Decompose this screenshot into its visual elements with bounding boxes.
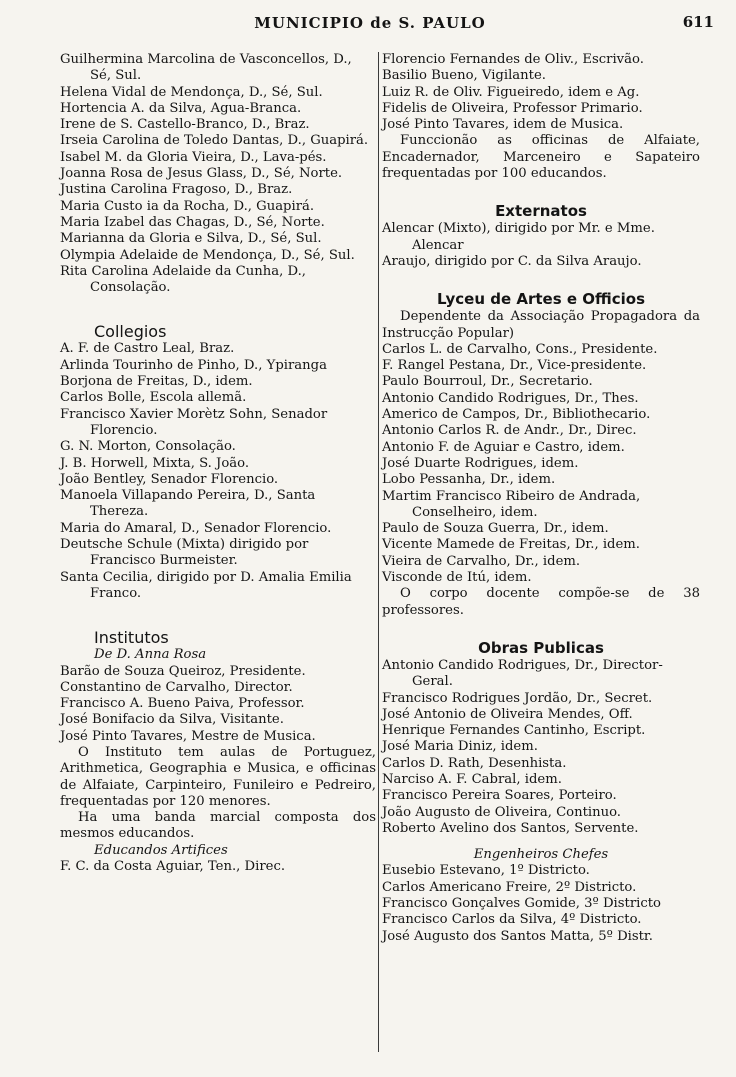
list-item: Carlos Bolle, Escola allemã.: [60, 390, 247, 406]
right-column: [382, 52, 700, 945]
list-item: José Augusto dos Santos Matta, 5º Distr.: [382, 928, 653, 944]
list-item: F. C. da Costa Aguiar, Ten., Direc.: [60, 859, 286, 875]
list-item: José Pinto Tavares, idem de Musica.: [382, 117, 624, 133]
list-item: Carlos L. de Carvalho, Cons., Presidente.: [382, 341, 658, 357]
list-item: Borjona de Freitas, D., idem.: [60, 374, 253, 390]
list-item: Santa Cecilia, dirigido por D. Amalia Emilia Franco.: [60, 569, 352, 601]
list-item: José Pinto Tavares, Mestre de Musica.: [60, 728, 316, 744]
left-column: [60, 52, 376, 875]
heading-institutos: Institutos: [94, 628, 169, 648]
list-item: Antonio Candido Rodrigues, Dr., Thes.: [382, 390, 639, 406]
list-item: João Bentley, Senador Florencio.: [60, 471, 279, 487]
heading-lyceu: Lyceu de Artes e Officios: [436, 290, 646, 309]
list-item: Francisco Gonçalves Gomide, 3º Districto: [382, 896, 661, 912]
entries-top-left: [60, 52, 376, 296]
list-item: Francisco Pereira Soares, Porteiro.: [382, 788, 617, 804]
list-item: Guilhermina Marcolina de Vasconcellos, D., Sé, Sul.: [60, 52, 352, 84]
list-item: Vieira de Carvalho, Dr., idem.: [382, 553, 581, 569]
list-item: Henrique Fernandes Cantinho, Escript.: [382, 723, 646, 739]
list-item: Basilio Bueno, Vigilante.: [382, 68, 546, 84]
externatos-list: [382, 221, 700, 270]
engenheiros-list: [382, 863, 700, 944]
list-item: Helena Vidal de Mendonça, D., Sé, Sul.: [60, 84, 323, 100]
list-item: G. N. Morton, Consolação.: [60, 439, 236, 455]
list-item: Francisco Rodrigues Jordão, Dr., Secret.: [382, 690, 653, 706]
list-item: Maria do Amaral, D., Senador Florencio.: [60, 520, 332, 536]
list-item: Maria Custo ia da Rocha, D., Guapirá.: [60, 198, 315, 214]
list-item: Florencio Fernandes de Oliv., Escrivão.: [382, 52, 644, 67]
column-rule: [378, 52, 379, 1052]
list-item: Luiz R. de Oliv. Figueiredo, idem e Ag.: [382, 84, 640, 100]
list-item: Roberto Avelino dos Santos, Servente.: [382, 820, 639, 836]
list-item: Deutsche Schule (Mixta) dirigido por Francisco Burmeister.: [60, 537, 309, 569]
heading-externatos: Externatos: [495, 202, 587, 221]
list-item: José Antonio de Oliveira Mendes, Off.: [382, 706, 633, 722]
list-item: Visconde de Itú, idem.: [382, 570, 532, 586]
list-item: Francisco A. Bueno Paiva, Professor.: [60, 696, 305, 712]
list-item: José Bonifacio da Silva, Visitante.: [60, 712, 284, 728]
list-item: Constantino de Carvalho, Director.: [60, 679, 293, 695]
list-item: Isabel M. da Gloria Vieira, D., Lava-pés.: [60, 149, 327, 165]
list-item: Antonio F. de Aguiar e Castro, idem.: [382, 439, 625, 455]
list-item: Paulo Bourroul, Dr., Secretario.: [382, 374, 593, 390]
list-item: J. B. Horwell, Mixta, S. João.: [60, 455, 250, 471]
list-item: Narciso A. F. Cabral, idem.: [382, 771, 562, 787]
list-item: Rita Carolina Adelaide da Cunha, D., Consolação.: [60, 263, 306, 296]
page-number: 611: [682, 13, 714, 31]
list-item: Maria Izabel das Chagas, D., Sé, Norte.: [60, 214, 325, 230]
list-item: Paulo de Souza Guerra, Dr., idem.: [382, 521, 609, 537]
list-item: Arlinda Tourinho de Pinho, D., Ypiranga: [60, 357, 327, 373]
collegios-list: [60, 341, 376, 602]
list-item: F. Rangel Pestana, Dr., Vice-presidente.: [382, 358, 647, 374]
list-item: Lobo Pessanha, Dr., idem.: [382, 472, 556, 488]
list-item: Francisco Carlos da Silva, 4º Districto.: [382, 912, 642, 928]
institutos-list: [60, 664, 376, 745]
corpo-docente-paragraph: O corpo docente compõe-se de 38 professores.: [382, 586, 700, 618]
list-item: Carlos D. Rath, Desenhista.: [382, 755, 567, 771]
heading-collegios: Collegios: [94, 322, 167, 342]
list-item: Antonio Carlos R. de Andr., Dr., Direc.: [382, 423, 637, 439]
list-item: Carlos Americano Freire, 2º Districto.: [382, 879, 637, 895]
list-item: Olympia Adelaide de Mendonça, D., Sé, Sul.: [60, 247, 355, 263]
subheading-educandos: Educandos Artifices: [94, 842, 228, 858]
list-item: José Duarte Rodrigues, idem.: [382, 455, 579, 471]
list-item: Justina Carolina Fragoso, D., Braz.: [60, 182, 293, 198]
heading-obras: Obras Publicas: [478, 638, 604, 657]
list-item: A. F. de Castro Leal, Braz.: [60, 341, 235, 357]
entries-top-right: [382, 52, 700, 133]
obras-list: [382, 658, 700, 837]
running-title: MUNICIPIO de S. PAULO: [254, 14, 486, 32]
list-item: José Maria Diniz, idem.: [382, 739, 538, 755]
list-item: Alencar (Mixto), dirigido por Mr. e Mme. Alencar: [382, 221, 655, 253]
list-item: Eusebio Estevano, 1º Districto.: [382, 863, 590, 879]
list-item: Marianna da Gloria e Silva, D., Sé, Sul.: [60, 231, 322, 247]
list-item: Irene de S. Castello-Branco, D., Braz.: [60, 117, 310, 133]
list-item: Americo de Campos, Dr., Bibliothecario.: [382, 407, 651, 423]
instituto-paragraph: O Instituto tem aulas de Portuguez, Arithmetica, Geographia e Musica, e officinas de Alfaiate, Carpinteiro, Funileiro e Pedreiro, frequentadas por 120 menores.: [60, 744, 376, 809]
lyceu-paragraph: Dependente da Associação Propagadora da Instrucção Popular): [382, 309, 700, 341]
list-item: Francisco Xavier Morètz Sohn, Senador Florencio.: [60, 406, 328, 438]
subheading-anna-rosa: De D. Anna Rosa: [94, 647, 207, 663]
list-item: Barão de Souza Queiroz, Presidente.: [60, 663, 306, 679]
list-item: Martim Francisco Ribeiro de Andrada, Conselheiro, idem.: [382, 488, 641, 520]
list-item: Antonio Candido Rodrigues, Dr., Director-Geral.: [382, 657, 663, 690]
list-item: João Augusto de Oliveira, Continuo.: [382, 804, 622, 820]
list-item: Joanna Rosa de Jesus Glass, D., Sé, Norte.: [60, 166, 343, 182]
list-item: Araujo, dirigido por C. da Silva Araujo.: [382, 253, 642, 269]
list-item: Vicente Mamede de Freitas, Dr., idem.: [382, 537, 640, 553]
list-item: Manoela Villapando Pereira, D., Santa Thereza.: [60, 488, 316, 520]
list-item: Irseia Carolina de Toledo Dantas, D., Guapirá.: [60, 133, 369, 149]
lyceu-list: [382, 342, 700, 586]
page-header: [0, 0, 736, 40]
officinas-paragraph: Funccionão as officinas de Alfaiate, Encadernador, Marceneiro e Sapateiro frequentadas por 100 educandos.: [382, 133, 700, 182]
subheading-engenheiros: Engenheiros Chefes: [473, 847, 609, 863]
list-item: Fidelis de Oliveira, Professor Primario.: [382, 100, 643, 116]
list-item: Hortencia A. da Silva, Agua-Branca.: [60, 100, 302, 116]
banda-paragraph: Ha uma banda marcial composta dos mesmos educandos.: [60, 810, 376, 842]
